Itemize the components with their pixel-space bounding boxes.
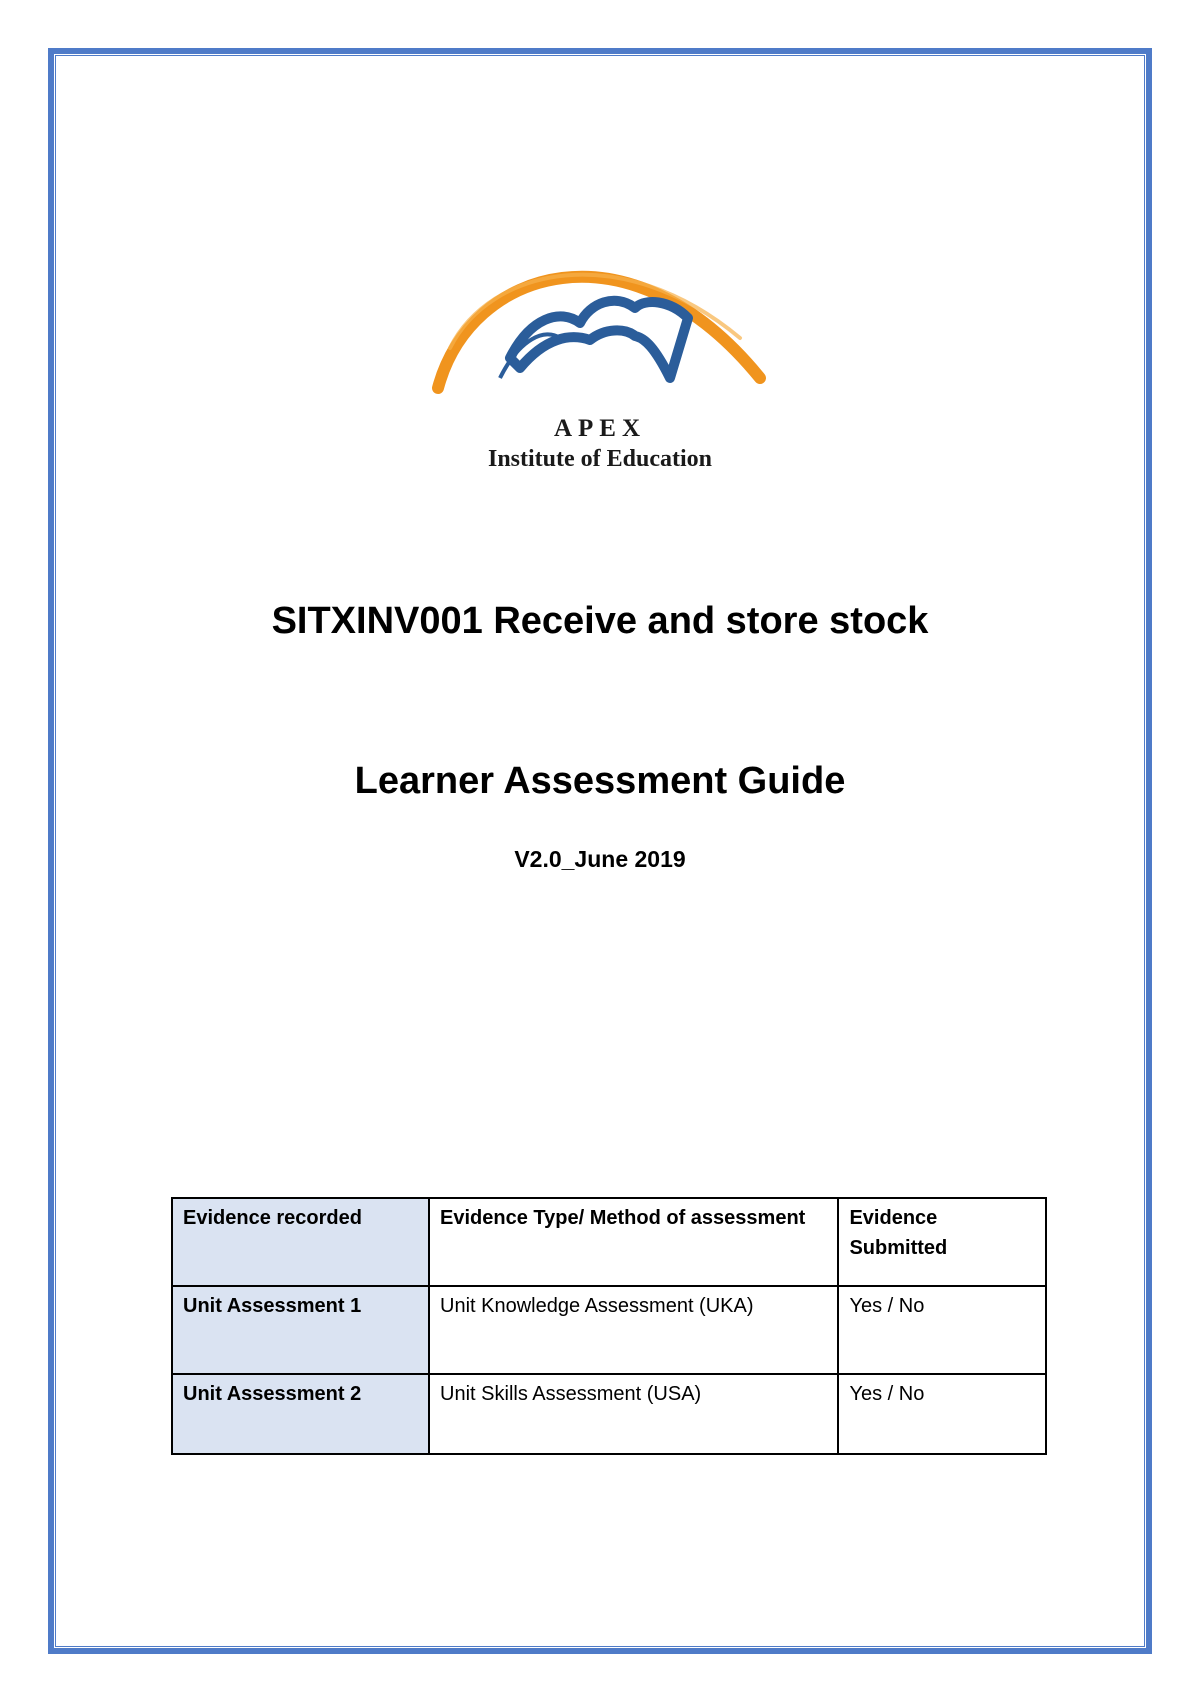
row-method: Unit Knowledge Assessment (UKA) [429,1286,838,1374]
table-row [172,1374,1046,1454]
header-evidence-type: Evidence Type/ Method of assessment [429,1198,838,1286]
logo-sails [510,301,688,378]
row-label: Unit Assessment 2 [172,1374,429,1454]
header-evidence-recorded: Evidence recorded [172,1198,429,1286]
row-submitted: Yes / No [838,1374,1046,1454]
row-submitted: Yes / No [838,1286,1046,1374]
logo-subtitle: Institute of Education [487,446,713,472]
document-subtitle: Learner Assessment Guide [354,760,846,802]
header-evidence-submitted: Evidence Submitted [838,1198,1046,1286]
document-title: SITXINV001 Receive and store stock [271,600,929,642]
document-version: V2.0_June 2019 [514,846,686,872]
row-label: Unit Assessment 1 [172,1286,429,1374]
logo-name: APEX [553,415,647,442]
table-row [172,1286,1046,1374]
row-method: Unit Skills Assessment (USA) [429,1374,838,1454]
table-header-row [172,1198,1046,1286]
evidence-table [171,1197,1047,1455]
